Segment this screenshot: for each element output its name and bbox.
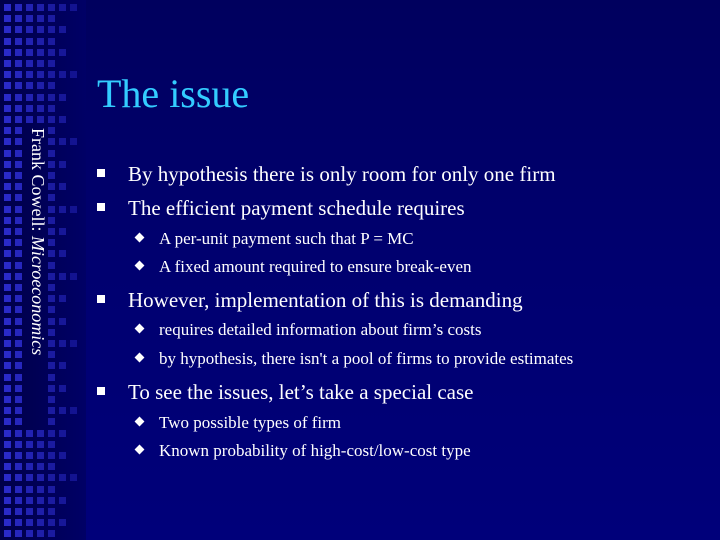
pattern-square [15, 284, 22, 291]
pattern-square [15, 362, 22, 369]
pattern-square [4, 150, 11, 157]
pattern-square [4, 396, 11, 403]
pattern-square [4, 217, 11, 224]
pattern-square [59, 519, 66, 526]
pattern-square [37, 71, 44, 78]
pattern-square [4, 262, 11, 269]
pattern-square [48, 26, 55, 33]
pattern-square [48, 105, 55, 112]
pattern-square [48, 49, 55, 56]
pattern-square [4, 194, 11, 201]
pattern-square [26, 430, 33, 437]
pattern-square [4, 407, 11, 414]
pattern-square [4, 508, 11, 515]
pattern-square [70, 340, 77, 347]
pattern-square [70, 407, 77, 414]
pattern-square [4, 15, 11, 22]
pattern-square [4, 463, 11, 470]
pattern-square [4, 418, 11, 425]
pattern-square [26, 4, 33, 11]
pattern-square [15, 15, 22, 22]
pattern-square [15, 105, 22, 112]
pattern-square [4, 474, 11, 481]
pattern-square [59, 452, 66, 459]
pattern-square [15, 486, 22, 493]
diamond-bullet-icon [135, 261, 145, 271]
vertical-side-title [26, 128, 50, 418]
pattern-square [4, 26, 11, 33]
pattern-square [4, 250, 11, 257]
sub-bullet-text: by hypothesis, there isn't a pool of firms to provide estimates [159, 349, 574, 368]
pattern-square [48, 441, 55, 448]
pattern-square [15, 250, 22, 257]
pattern-square [48, 530, 55, 537]
pattern-square [4, 71, 11, 78]
pattern-square [37, 38, 44, 45]
pattern-square [37, 519, 44, 526]
sub-bullet-text: Two possible types of firm [159, 413, 342, 432]
pattern-square [4, 519, 11, 526]
pattern-square [59, 71, 66, 78]
square-bullet-icon [97, 387, 105, 395]
bullet-text: However, implementation of this is demanding [128, 288, 523, 312]
pattern-square [70, 4, 77, 11]
pattern-square [26, 508, 33, 515]
pattern-square [15, 295, 22, 302]
pattern-square [15, 262, 22, 269]
pattern-square [15, 194, 22, 201]
pattern-square [37, 26, 44, 33]
pattern-square [26, 463, 33, 470]
pattern-square [37, 474, 44, 481]
pattern-square [15, 407, 22, 414]
pattern-square [48, 508, 55, 515]
pattern-square [4, 530, 11, 537]
pattern-square [15, 60, 22, 67]
sub-bullet-text: A fixed amount required to ensure break-even [159, 257, 472, 276]
pattern-square [37, 49, 44, 56]
diamond-bullet-icon [135, 353, 145, 363]
pattern-square [70, 206, 77, 213]
sub-bullet-text: A per-unit payment such that P = MC [159, 229, 414, 248]
pattern-square [37, 452, 44, 459]
pattern-square [15, 217, 22, 224]
pattern-square [59, 340, 66, 347]
pattern-square [4, 497, 11, 504]
diamond-bullet-icon [135, 233, 145, 243]
pattern-square [59, 94, 66, 101]
pattern-square [4, 138, 11, 145]
pattern-square [4, 340, 11, 347]
pattern-square [4, 452, 11, 459]
pattern-square [48, 15, 55, 22]
pattern-square [15, 26, 22, 33]
pattern-square [48, 497, 55, 504]
pattern-square [4, 105, 11, 112]
pattern-square [59, 295, 66, 302]
square-bullet-icon [97, 203, 105, 211]
pattern-square [15, 318, 22, 325]
pattern-square [48, 418, 55, 425]
pattern-square [15, 430, 22, 437]
pattern-square [4, 82, 11, 89]
pattern-square [37, 82, 44, 89]
pattern-square [4, 273, 11, 280]
pattern-square [48, 452, 55, 459]
pattern-square [15, 38, 22, 45]
pattern-square [37, 441, 44, 448]
pattern-square [15, 508, 22, 515]
pattern-square [48, 486, 55, 493]
pattern-square [59, 161, 66, 168]
pattern-square [37, 486, 44, 493]
pattern-square [15, 127, 22, 134]
pattern-square [59, 250, 66, 257]
pattern-square [15, 374, 22, 381]
pattern-square [4, 295, 11, 302]
pattern-square [48, 82, 55, 89]
pattern-square [4, 329, 11, 336]
pattern-square [37, 94, 44, 101]
pattern-square [15, 306, 22, 313]
pattern-square [48, 94, 55, 101]
pattern-square [26, 71, 33, 78]
pattern-square [26, 474, 33, 481]
side-title-author: Frank Cowell: [28, 128, 48, 232]
pattern-square [70, 138, 77, 145]
pattern-square [26, 38, 33, 45]
square-bullet-icon [97, 169, 105, 177]
pattern-square [26, 441, 33, 448]
pattern-square [15, 94, 22, 101]
pattern-square [26, 82, 33, 89]
pattern-square [15, 396, 22, 403]
pattern-square [37, 60, 44, 67]
pattern-square [4, 49, 11, 56]
pattern-square [48, 71, 55, 78]
pattern-square [26, 94, 33, 101]
pattern-square [4, 362, 11, 369]
pattern-square [15, 530, 22, 537]
bullet-text: By hypothesis there is only room for only one firm [128, 162, 556, 186]
pattern-square [15, 206, 22, 213]
pattern-square [59, 362, 66, 369]
pattern-square [4, 318, 11, 325]
pattern-square [4, 430, 11, 437]
pattern-square [59, 228, 66, 235]
pattern-square [70, 273, 77, 280]
pattern-square [4, 172, 11, 179]
slide-title: The issue [97, 71, 250, 116]
pattern-square [15, 452, 22, 459]
sub-bullet-text: Known probability of high-cost/low-cost type [159, 441, 471, 460]
pattern-square [59, 138, 66, 145]
pattern-square [59, 474, 66, 481]
pattern-square [37, 116, 44, 123]
pattern-square [48, 474, 55, 481]
pattern-square [15, 228, 22, 235]
pattern-square [26, 519, 33, 526]
pattern-square [4, 60, 11, 67]
pattern-square [48, 463, 55, 470]
pattern-square [15, 116, 22, 123]
pattern-square [4, 161, 11, 168]
pattern-square [15, 497, 22, 504]
pattern-square [37, 497, 44, 504]
pattern-square [15, 183, 22, 190]
pattern-square [15, 82, 22, 89]
pattern-square [37, 105, 44, 112]
pattern-square [26, 26, 33, 33]
pattern-square [15, 273, 22, 280]
pattern-square [37, 463, 44, 470]
side-title-course: Microeconomics [28, 236, 48, 356]
pattern-square [4, 486, 11, 493]
pattern-square [70, 71, 77, 78]
pattern-square [4, 94, 11, 101]
pattern-square [59, 407, 66, 414]
pattern-square [59, 183, 66, 190]
pattern-square [59, 49, 66, 56]
pattern-square [4, 4, 11, 11]
pattern-square [26, 15, 33, 22]
pattern-square [26, 49, 33, 56]
pattern-square [4, 239, 11, 246]
pattern-square [59, 26, 66, 33]
pattern-square [4, 228, 11, 235]
pattern-square [48, 430, 55, 437]
pattern-square [70, 474, 77, 481]
pattern-square [15, 441, 22, 448]
pattern-square [4, 441, 11, 448]
diamond-bullet-icon [135, 324, 145, 334]
pattern-square [26, 105, 33, 112]
pattern-square [37, 430, 44, 437]
pattern-square [59, 4, 66, 11]
pattern-square [26, 60, 33, 67]
pattern-square [4, 351, 11, 358]
diamond-bullet-icon [135, 445, 145, 455]
pattern-square [15, 519, 22, 526]
pattern-square [4, 206, 11, 213]
pattern-square [15, 150, 22, 157]
pattern-square [26, 497, 33, 504]
pattern-square [15, 161, 22, 168]
pattern-square [4, 284, 11, 291]
pattern-square [59, 497, 66, 504]
pattern-square [4, 116, 11, 123]
pattern-square [26, 452, 33, 459]
pattern-square [4, 38, 11, 45]
diamond-bullet-icon [135, 417, 145, 427]
pattern-square [59, 318, 66, 325]
pattern-square [15, 351, 22, 358]
pattern-square [4, 306, 11, 313]
pattern-square [4, 127, 11, 134]
pattern-square [48, 116, 55, 123]
pattern-square [26, 116, 33, 123]
pattern-square [4, 183, 11, 190]
pattern-square [26, 530, 33, 537]
pattern-square [15, 463, 22, 470]
pattern-square [48, 38, 55, 45]
pattern-square [59, 430, 66, 437]
pattern-square [59, 206, 66, 213]
pattern-square [15, 329, 22, 336]
sub-bullet-text: requires detailed information about firm’s costs [159, 320, 482, 339]
pattern-square [4, 385, 11, 392]
pattern-square [59, 116, 66, 123]
pattern-square [15, 4, 22, 11]
pattern-square [15, 474, 22, 481]
pattern-square [15, 49, 22, 56]
pattern-square [48, 60, 55, 67]
pattern-square [4, 374, 11, 381]
pattern-square [15, 239, 22, 246]
pattern-square [48, 519, 55, 526]
bullet-text: To see the issues, let’s take a special case [128, 380, 474, 404]
pattern-square [15, 340, 22, 347]
pattern-square [37, 4, 44, 11]
pattern-square [26, 486, 33, 493]
pattern-square [59, 385, 66, 392]
pattern-square [37, 15, 44, 22]
pattern-square [15, 172, 22, 179]
pattern-square [15, 385, 22, 392]
pattern-square [59, 273, 66, 280]
pattern-square [37, 508, 44, 515]
pattern-square [15, 418, 22, 425]
pattern-square [48, 4, 55, 11]
square-bullet-icon [97, 295, 105, 303]
pattern-square [15, 138, 22, 145]
pattern-square [15, 71, 22, 78]
bullet-text: The efficient payment schedule requires [128, 196, 465, 220]
pattern-square [37, 530, 44, 537]
